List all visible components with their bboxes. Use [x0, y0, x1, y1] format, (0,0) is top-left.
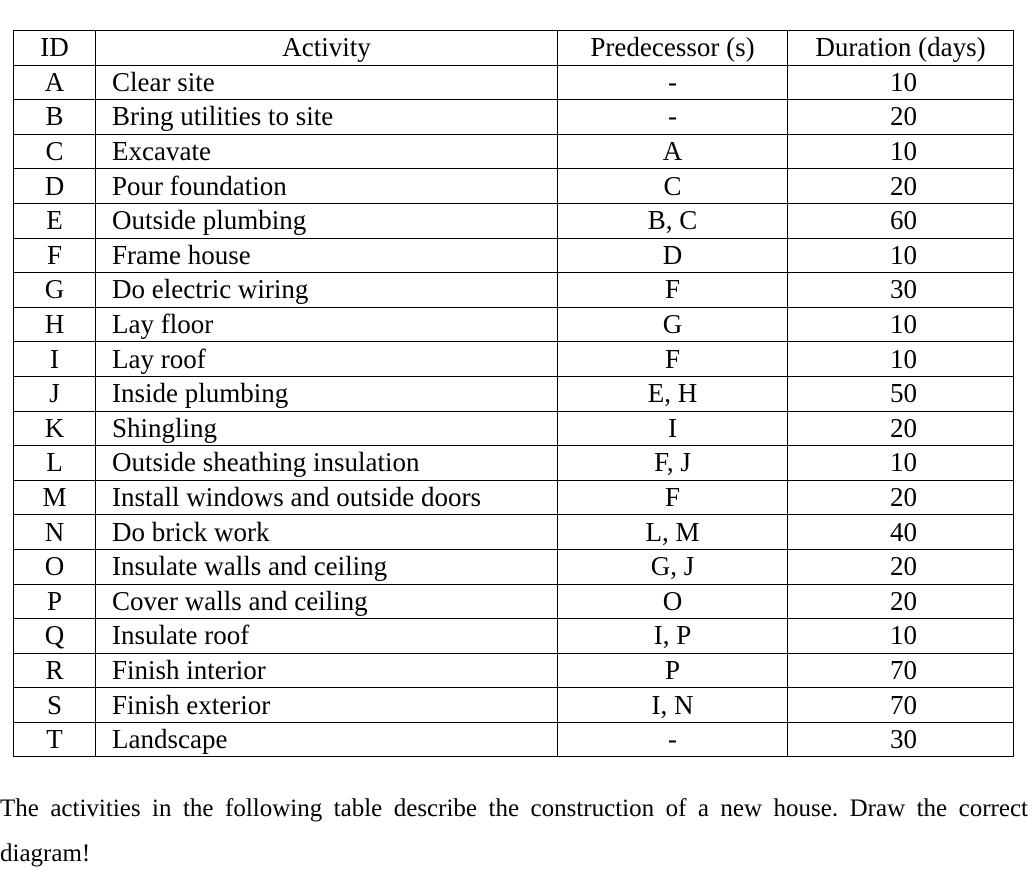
cell-duration: 20: [788, 100, 1014, 135]
cell-activity: Outside sheathing insulation: [96, 446, 558, 481]
column-header-duration: Duration (days): [788, 31, 1014, 66]
cell-id: I: [14, 342, 96, 377]
cell-predecessors: G: [558, 307, 788, 342]
cell-predecessors: P: [558, 653, 788, 688]
cell-duration: 10: [788, 65, 1014, 100]
cell-id: C: [14, 134, 96, 169]
table-row: [14, 480, 1014, 515]
cell-predecessors: A: [558, 134, 788, 169]
cell-activity: Pour foundation: [96, 169, 558, 204]
table-row: [14, 411, 1014, 446]
cell-activity: Inside plumbing: [96, 376, 558, 411]
cell-predecessors: B, C: [558, 203, 788, 238]
cell-id: N: [14, 515, 96, 550]
cell-id: R: [14, 653, 96, 688]
table-row: [14, 584, 1014, 619]
cell-id: J: [14, 376, 96, 411]
table-row: [14, 238, 1014, 273]
activity-table: [13, 30, 1014, 757]
cell-id: B: [14, 100, 96, 135]
cell-predecessors: -: [558, 65, 788, 100]
cell-predecessors: O: [558, 584, 788, 619]
cell-activity: Do brick work: [96, 515, 558, 550]
cell-id: F: [14, 238, 96, 273]
cell-activity: Shingling: [96, 411, 558, 446]
cell-id: E: [14, 203, 96, 238]
table-row: [14, 446, 1014, 481]
table-row: [14, 722, 1014, 757]
table-row: [14, 65, 1014, 100]
cell-id: A: [14, 65, 96, 100]
table-row: [14, 342, 1014, 377]
cell-predecessors: C: [558, 169, 788, 204]
column-header-activity: Activity: [96, 31, 558, 66]
cell-predecessors: -: [558, 722, 788, 757]
cell-duration: 40: [788, 515, 1014, 550]
cell-predecessors: I: [558, 411, 788, 446]
table-row: [14, 653, 1014, 688]
table-row: [14, 100, 1014, 135]
cell-duration: 20: [788, 584, 1014, 619]
table-row: [14, 134, 1014, 169]
table-row: [14, 203, 1014, 238]
cell-predecessors: D: [558, 238, 788, 273]
cell-activity: Install windows and outside doors: [96, 480, 558, 515]
cell-activity: Insulate roof: [96, 619, 558, 654]
cell-activity: Lay roof: [96, 342, 558, 377]
table-row: [14, 169, 1014, 204]
cell-predecessors: F: [558, 273, 788, 308]
cell-duration: 20: [788, 169, 1014, 204]
table-row: [14, 273, 1014, 308]
cell-activity: Clear site: [96, 65, 558, 100]
cell-activity: Bring utilities to site: [96, 100, 558, 135]
cell-activity: Frame house: [96, 238, 558, 273]
cell-id: O: [14, 549, 96, 584]
cell-id: S: [14, 688, 96, 723]
cell-activity: Finish exterior: [96, 688, 558, 723]
column-header-predecessors: Predecessor (s): [558, 31, 788, 66]
cell-duration: 10: [788, 307, 1014, 342]
cell-predecessors: L, M: [558, 515, 788, 550]
cell-predecessors: F: [558, 342, 788, 377]
cell-id: K: [14, 411, 96, 446]
cell-predecessors: F, J: [558, 446, 788, 481]
cell-activity: Lay floor: [96, 307, 558, 342]
instruction-text: The activities in the following table describe the construction of a new house. Draw the correct diagram!: [0, 795, 1028, 867]
cell-duration: 10: [788, 446, 1014, 481]
table-row: [14, 515, 1014, 550]
column-header-id: ID: [14, 31, 96, 66]
cell-activity: Excavate: [96, 134, 558, 169]
table-row: [14, 619, 1014, 654]
cell-duration: 50: [788, 376, 1014, 411]
cell-duration: 70: [788, 688, 1014, 723]
cell-duration: 10: [788, 342, 1014, 377]
cell-duration: 20: [788, 480, 1014, 515]
cell-id: H: [14, 307, 96, 342]
cell-predecessors: I, N: [558, 688, 788, 723]
cell-duration: 30: [788, 273, 1014, 308]
cell-duration: 20: [788, 411, 1014, 446]
cell-activity: Outside plumbing: [96, 203, 558, 238]
cell-activity: Do electric wiring: [96, 273, 558, 308]
cell-id: M: [14, 480, 96, 515]
cell-activity: Cover walls and ceiling: [96, 584, 558, 619]
cell-id: P: [14, 584, 96, 619]
cell-predecessors: E, H: [558, 376, 788, 411]
cell-activity: Insulate walls and ceiling: [96, 549, 558, 584]
cell-id: G: [14, 273, 96, 308]
cell-predecessors: G, J: [558, 549, 788, 584]
cell-duration: 10: [788, 134, 1014, 169]
cell-predecessors: I, P: [558, 619, 788, 654]
cell-duration: 20: [788, 549, 1014, 584]
cell-duration: 10: [788, 619, 1014, 654]
cell-id: L: [14, 446, 96, 481]
cell-predecessors: -: [558, 100, 788, 135]
table-row: [14, 376, 1014, 411]
cell-id: T: [14, 722, 96, 757]
cell-duration: 60: [788, 203, 1014, 238]
cell-duration: 10: [788, 238, 1014, 273]
table-row: [14, 549, 1014, 584]
cell-id: Q: [14, 619, 96, 654]
table-header-row: [14, 31, 1014, 66]
table-row: [14, 307, 1014, 342]
table-row: [14, 688, 1014, 723]
cell-predecessors: F: [558, 480, 788, 515]
cell-id: D: [14, 169, 96, 204]
cell-duration: 70: [788, 653, 1014, 688]
cell-duration: 30: [788, 722, 1014, 757]
cell-activity: Landscape: [96, 722, 558, 757]
cell-activity: Finish interior: [96, 653, 558, 688]
